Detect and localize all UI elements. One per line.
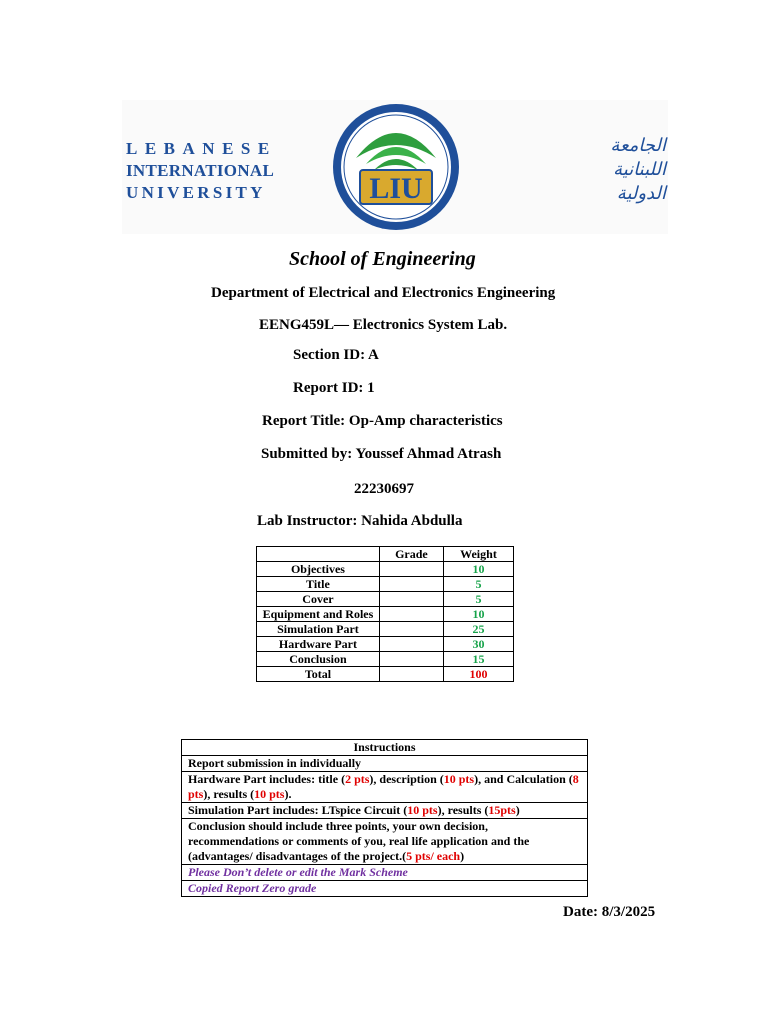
grade-cell[interactable] [379, 622, 443, 637]
grade-cell[interactable] [379, 592, 443, 607]
logo-text: LIU [369, 172, 423, 205]
table-row [182, 772, 588, 803]
criterion-cell: Objectives [257, 562, 380, 577]
instruction-text: ) [460, 849, 465, 863]
table-row [257, 667, 514, 682]
weight-cell: 30 [443, 637, 513, 652]
submitted-by: Submitted by: Youssef Ahmad Atrash [261, 446, 502, 462]
table-row [257, 592, 514, 607]
table-row [257, 637, 514, 652]
table-row [182, 865, 588, 881]
instruction-text: ). [284, 787, 292, 801]
criterion-cell: Equipment and Roles [257, 607, 380, 622]
university-name-arabic-line: اللبنانية [613, 159, 666, 180]
weight-cell: 10 [443, 607, 513, 622]
criterion-cell: Total [257, 667, 380, 682]
instruction-submission: Report submission in individually [182, 756, 588, 772]
course-name: EENG459L— Electronics System Lab. [259, 317, 508, 333]
instruction-hardware [182, 772, 588, 803]
instruction-text: ), and Calculation ( [474, 772, 573, 786]
table-header-row [257, 547, 514, 562]
weight-cell: 5 [443, 592, 513, 607]
table-row [257, 652, 514, 667]
university-name-line: UNIVERSITY [126, 183, 266, 202]
weight-cell: 10 [443, 562, 513, 577]
instruction-text: ), description ( [369, 772, 444, 786]
criterion-cell: Hardware Part [257, 637, 380, 652]
report-id: Report ID: 1 [293, 380, 375, 396]
table-header-cell [257, 547, 380, 562]
table-row [182, 803, 588, 819]
report-date: Date: 8/3/2025 [563, 904, 656, 920]
lab-instructor: Lab Instructor: Nahida Abdulla [257, 513, 463, 529]
weight-cell: 15 [443, 652, 513, 667]
instruction-text: Conclusion should include three points, your own decision, recommendations or comments of you, real life application and the (advantages/ disadvantages of the project.( [188, 819, 530, 863]
instruction-text: Simulation Part includes: LTspice Circuit ( [188, 803, 408, 817]
points-value: 10 pts [407, 803, 438, 817]
section-id: Section ID: A [293, 347, 379, 363]
table-row [182, 819, 588, 865]
student-id: 22230697 [354, 481, 414, 497]
instruction-conclusion [182, 819, 588, 865]
university-name-line: LEBANESE [126, 139, 277, 158]
points-value: 5 pts/ each [406, 849, 461, 863]
points-value: 8 pts [188, 772, 579, 801]
points-value: 10 pts [254, 787, 285, 801]
table-row [257, 607, 514, 622]
liu-logo [326, 100, 466, 234]
grade-cell[interactable] [379, 562, 443, 577]
criterion-cell: Title [257, 577, 380, 592]
table-row [257, 577, 514, 592]
table-row [257, 622, 514, 637]
table-header-cell: Weight [443, 547, 513, 562]
instruction-text: Hardware Part includes: title ( [188, 772, 346, 786]
criterion-cell: Conclusion [257, 652, 380, 667]
warning-copied-report: Copied Report Zero grade [182, 881, 588, 897]
grade-cell[interactable] [379, 607, 443, 622]
weight-cell: 100 [443, 667, 513, 682]
points-value: 2 pts [345, 772, 370, 786]
instruction-text: ), results ( [437, 803, 489, 817]
school-title: School of Engineering [289, 248, 476, 270]
table-row [182, 881, 588, 897]
university-banner [122, 100, 668, 234]
instructions-heading: Instructions [182, 740, 588, 756]
grade-table [256, 546, 514, 682]
instruction-simulation [182, 803, 588, 819]
criterion-cell: Simulation Part [257, 622, 380, 637]
table-header-cell: Grade [379, 547, 443, 562]
points-value: 15pts [488, 803, 516, 817]
instructions-table [181, 739, 588, 897]
university-name-english [126, 138, 277, 204]
university-name-arabic [506, 134, 666, 206]
weight-cell: 5 [443, 577, 513, 592]
table-row [257, 562, 514, 577]
grade-cell[interactable] [379, 652, 443, 667]
grade-cell[interactable] [379, 667, 443, 682]
grade-cell[interactable] [379, 637, 443, 652]
department-name: Department of Electrical and Electronics Engineering [211, 285, 556, 301]
report-title: Report Title: Op-Amp characteristics [262, 413, 503, 429]
university-name-arabic-line: الجامعة [610, 135, 666, 156]
criterion-cell: Cover [257, 592, 380, 607]
warning-mark-scheme: Please Don’t delete or edit the Mark Scheme [182, 865, 588, 881]
university-name-line: INTERNATIONAL [126, 161, 275, 180]
table-row [182, 756, 588, 772]
instruction-text: ), results ( [203, 787, 255, 801]
instruction-text: ) [515, 803, 520, 817]
university-name-arabic-line: الدولية [616, 183, 666, 204]
points-value: 10 pts [443, 772, 475, 786]
grade-cell[interactable] [379, 577, 443, 592]
weight-cell: 25 [443, 622, 513, 637]
table-row [182, 740, 588, 756]
